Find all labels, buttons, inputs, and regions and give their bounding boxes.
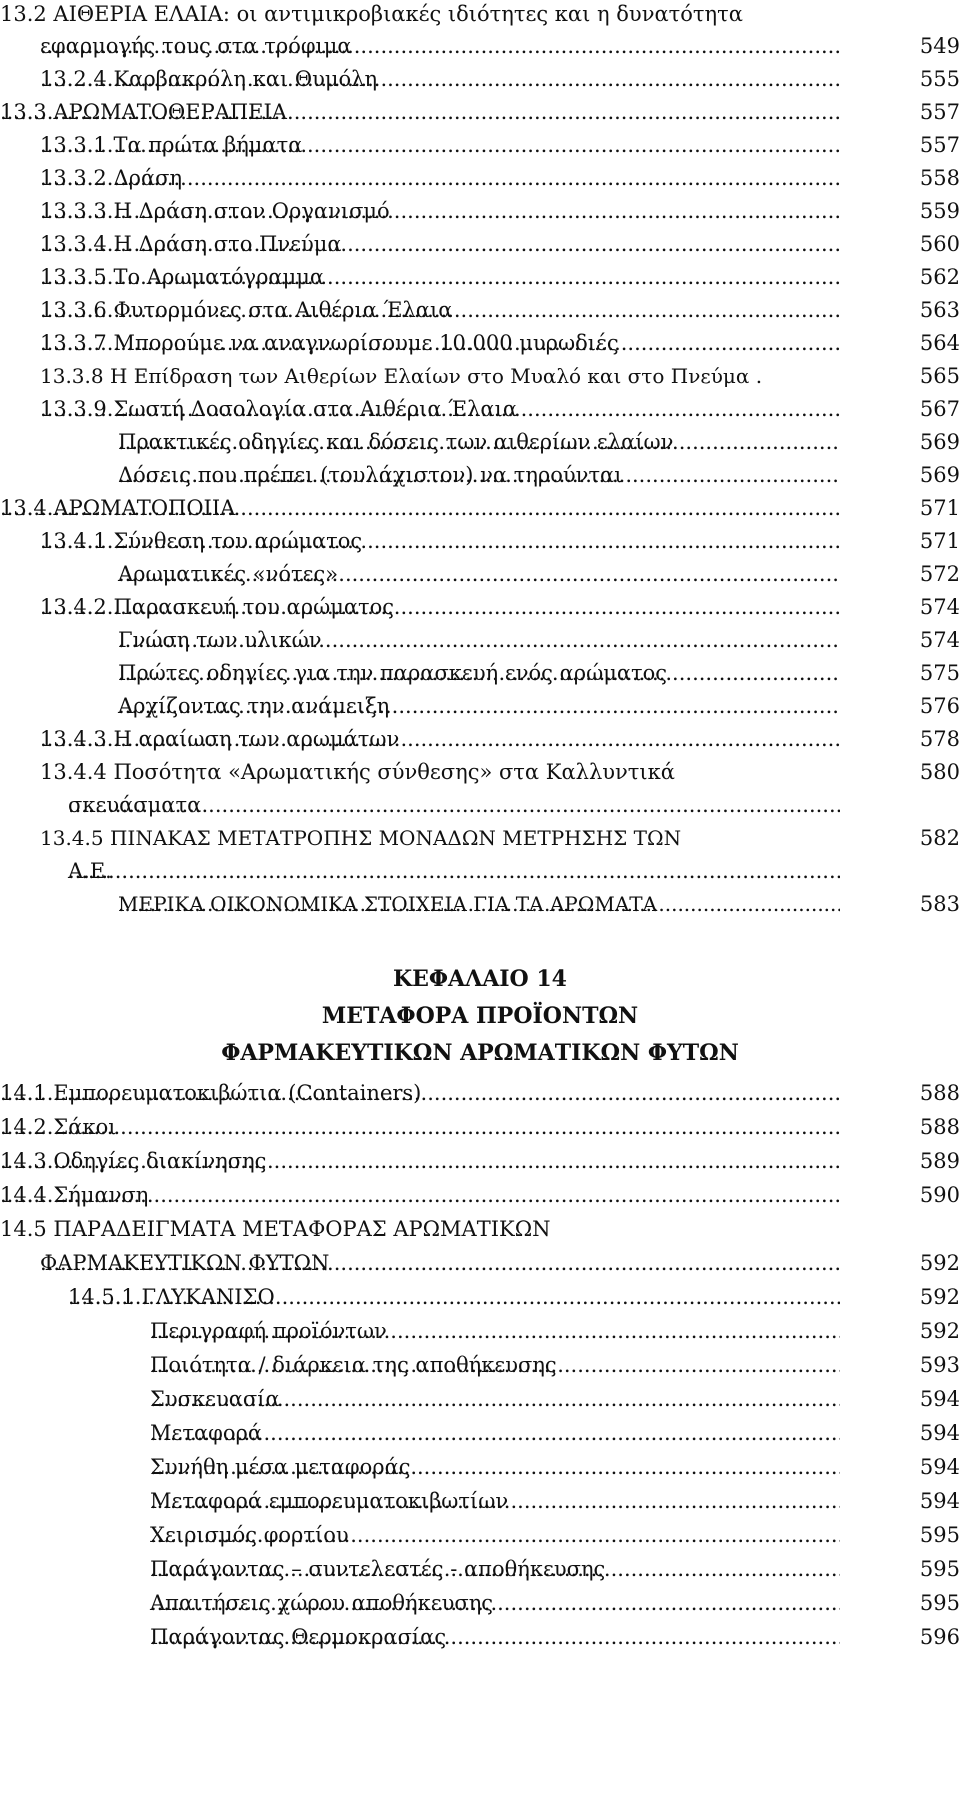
toc-entry-page: 549 <box>919 34 960 58</box>
toc-entry <box>68 857 840 885</box>
toc-entry <box>40 263 840 291</box>
toc-entry <box>118 890 840 918</box>
toc-entry-page: 565 <box>919 364 960 388</box>
toc-entry <box>40 758 840 786</box>
toc-entry-title: 14.3 Οδηγίες διακίνησης <box>0 1149 269 1173</box>
toc-entry <box>0 1215 840 1243</box>
toc-entry <box>0 98 840 126</box>
toc-entry <box>40 197 840 225</box>
toc-entry-page: 592 <box>919 1251 960 1275</box>
toc-entry-page: 569 <box>919 463 960 487</box>
toc-entry <box>150 1521 840 1549</box>
toc-entry-page: 571 <box>919 529 960 553</box>
toc-entry-title: Παράγοντας Θερμοκρασίας <box>150 1625 449 1649</box>
toc-entry <box>0 1079 840 1107</box>
toc-entry-page: 588 <box>919 1081 960 1105</box>
toc-entry-title: Δόσεις που πρέπει (τουλάχιστον) να τηρούνται <box>118 463 625 487</box>
toc-entry-title: 13.2 ΑΙΘΕΡΙΑ ΕΛΑΙΑ: οι αντιμικροβιακές ιδιότητες και η δυνατότητα <box>0 2 743 26</box>
toc-entry <box>40 824 840 852</box>
toc-entry-title: Χειρισμός φορτίου <box>150 1523 352 1547</box>
toc-entry <box>118 428 840 456</box>
toc-entry-title: 13.3.5 Το Αρωματόγραμμα <box>40 265 327 289</box>
toc-entry-page: 563 <box>919 298 960 322</box>
toc-entry-title: ΦΑΡΜΑΚΕΥΤΙΚΩΝ ΦΥΤΩΝ <box>40 1251 332 1275</box>
toc-entry-page: 594 <box>919 1489 960 1513</box>
toc-entry-title: 14.2 Σάκοι <box>0 1115 119 1139</box>
toc-entry <box>40 362 870 390</box>
toc-entry-page: 593 <box>919 1353 960 1377</box>
toc-entry-page: 576 <box>919 694 960 718</box>
toc-entry-title: 13.3 ΑΡΩΜΑΤΟΘΕΡΑΠΕΙΑ <box>0 100 290 124</box>
toc-entry-title: Μεταφορά <box>150 1421 265 1445</box>
toc-entry-title: 14.5.1 ΓΛΥΚΑΝΙΣΟ <box>68 1285 278 1309</box>
toc-entry <box>68 791 840 819</box>
toc-entry <box>40 527 840 555</box>
toc-entry-page: 564 <box>919 331 960 355</box>
toc-entry-title: 13.4 ΑΡΩΜΑΤΟΠΟΙΙΑ <box>0 496 238 520</box>
toc-entry-page: 594 <box>919 1387 960 1411</box>
toc-entry-page: 589 <box>919 1149 960 1173</box>
chapter-title-line1: ΜΕΤΑΦΟΡΑ ΠΡΟΪΟΝΤΩΝ <box>321 1003 639 1029</box>
toc-entry <box>150 1419 840 1447</box>
toc-entry-title: Ποιότητα / διάρκεια της αποθήκευσης <box>150 1353 560 1377</box>
toc-entry-title: Πρακτικές οδηγίες και δόσεις των αιθερίων ελαίων <box>118 430 676 454</box>
toc-entry <box>118 659 840 687</box>
toc-entry-page: 567 <box>919 397 960 421</box>
toc-entry <box>118 560 840 588</box>
toc-entry-page: 596 <box>919 1625 960 1649</box>
toc-entry <box>150 1623 840 1651</box>
toc-entry <box>118 692 840 720</box>
toc-entry <box>68 1283 840 1311</box>
toc-entry-page: 580 <box>919 760 960 784</box>
toc-entry-page: 555 <box>919 67 960 91</box>
toc-entry <box>40 725 840 753</box>
toc-entry-title: 13.3.7 Μπορούμε να αναγνωρίσουμε 10.000 μυρωδιές <box>40 331 622 355</box>
toc-entry-title: 13.4.3 Η αραίωση των αρωμάτων <box>40 727 402 751</box>
toc-entry-page: 574 <box>919 595 960 619</box>
toc-entry-page: 582 <box>919 826 960 850</box>
toc-entry-page: 574 <box>919 628 960 652</box>
toc-entry-title: 13.4.1 Σύνθεση του αρώματος <box>40 529 365 553</box>
toc-entry <box>40 32 840 60</box>
toc-entry-title: Γνώση των υλικών <box>118 628 325 652</box>
toc-entry <box>0 494 840 522</box>
toc-entry-title: Απαιτήσεις χώρου αποθήκευσης <box>150 1591 496 1615</box>
toc-entry-page: 595 <box>919 1591 960 1615</box>
toc-entry-page: 575 <box>919 661 960 685</box>
toc-entry <box>150 1317 840 1345</box>
toc-entry-page: 569 <box>919 430 960 454</box>
toc-entry-title: 13.4.4 Ποσότητα «Αρωματικής σύνθεσης» στα Καλλυντικά <box>40 760 675 784</box>
toc-entry-page: 559 <box>919 199 960 223</box>
toc-entry-page: 572 <box>919 562 960 586</box>
toc-entry-title: 13.3.1 Τα πρώτα βήματα <box>40 133 305 157</box>
toc-entry-title: Α.Ε. <box>68 859 115 883</box>
toc-entry-title: 14.4 Σήμανση <box>0 1183 151 1207</box>
toc-entry-title: Παράγοντας – συντελεστές - αποθήκευσης <box>150 1557 608 1581</box>
toc-entry-page: 578 <box>919 727 960 751</box>
toc-entry-title: 13.3.2 Δράση <box>40 166 185 190</box>
toc-entry-page: 562 <box>919 265 960 289</box>
toc-entry-title: 13.3.3 Η Δράση στον Οργανισμό <box>40 199 393 223</box>
toc-entry-page: 594 <box>919 1421 960 1445</box>
toc-entry-title: 14.5 ΠΑΡΑΔΕΙΓΜΑΤΑ ΜΕΤΑΦΟΡΑΣ ΑΡΩΜΑΤΙΚΩΝ <box>0 1217 551 1241</box>
toc-entry-title: Πρώτες οδηγίες για την παρασκευή ενός αρώματος <box>118 661 670 685</box>
toc-entry-title: 13.4.2 Παρασκευή του αρώματος <box>40 595 397 619</box>
toc-entry <box>118 461 840 489</box>
toc-entry-page: 590 <box>919 1183 960 1207</box>
toc-entry <box>40 230 840 258</box>
toc-entry-title: Συσκευασία <box>150 1387 283 1411</box>
toc-entry-page: 588 <box>919 1115 960 1139</box>
toc-entry <box>118 626 840 654</box>
toc-entry <box>40 296 840 324</box>
toc-entry-page: 557 <box>919 133 960 157</box>
toc-entry <box>150 1555 840 1583</box>
toc-entry <box>40 131 840 159</box>
toc-entry <box>150 1351 840 1379</box>
toc-entry-page: 595 <box>919 1523 960 1547</box>
toc-entry-title: Αρχίζοντας την ανάμειξη <box>118 694 392 718</box>
toc-entry-title: 14.1 Εμπορευματοκιβώτια (Containers) <box>0 1081 424 1105</box>
toc-entry-title: Μεταφορά εμπορευματοκιβωτίων <box>150 1489 511 1513</box>
toc-entry <box>150 1453 840 1481</box>
toc-entry-page: 592 <box>919 1319 960 1343</box>
toc-entry-title: 13.3.6 Φυτορμόνες στα Αιθέρια Έλαια <box>40 298 455 322</box>
toc-entry-page: 571 <box>919 496 960 520</box>
toc-entry-title: ΜΕΡΙΚΑ ΟΙΚΟΝΟΜΙΚΑ ΣΤΟΙΧΕΙΑ ΓΙΑ ΤΑ ΑΡΩΜΑΤΑ <box>118 892 660 916</box>
toc-entry <box>40 593 840 621</box>
toc-entry-page: 592 <box>919 1285 960 1309</box>
toc-entry-page: 594 <box>919 1455 960 1479</box>
toc-entry <box>40 1249 840 1277</box>
toc-entry <box>0 0 900 28</box>
toc-entry <box>0 1181 840 1209</box>
toc-entry-title: 13.3.4 Η Δράση στο Πνεύμα <box>40 232 345 256</box>
toc-entry-title: Περιγραφή προϊόντων <box>150 1319 390 1343</box>
toc-entry-title: εφαρμογής τους στα τρόφιμα <box>40 34 355 58</box>
toc-entry <box>40 164 840 192</box>
toc-entry <box>40 329 840 357</box>
chapter-title-line2: ΦΑΡΜΑΚΕΥΤΙΚΩΝ ΑΡΩΜΑΤΙΚΩΝ ΦΥΤΩΝ <box>221 1040 739 1066</box>
toc-entry-title: σκευάσματα <box>68 793 204 817</box>
toc-entry-page: 560 <box>919 232 960 256</box>
toc-entry-title: Συνήθη μέσα μεταφοράς <box>150 1455 414 1479</box>
toc-entry <box>40 65 840 93</box>
toc-entry-title: 13.2.4 Καρβακρόλη και Θυμόλη <box>40 67 380 91</box>
toc-entry-page: 558 <box>919 166 960 190</box>
toc-entry <box>0 1113 840 1141</box>
toc-entry-title: 13.3.8 Η Επίδραση των Αιθερίων Ελαίων στο Μυαλό και στο Πνεύμα . <box>40 364 763 388</box>
toc-entry-title: Αρωματικές «νότες» <box>118 562 341 586</box>
toc-entry-page: 595 <box>919 1557 960 1581</box>
toc-entry <box>0 1147 840 1175</box>
toc-entry-title: 13.4.5 ΠΙΝΑΚΑΣ ΜΕΤΑΤΡΟΠΗΣ ΜΟΝΑΔΩΝ ΜΕΤΡΗΣΗΣ ΤΩΝ <box>40 826 682 850</box>
toc-entry-title: 13.3.9 Σωστή Δοσολογία στα Αιθέρια Έλαια <box>40 397 520 421</box>
toc-entry-page: 583 <box>919 892 960 916</box>
toc-entry <box>150 1385 840 1413</box>
toc-entry-page: 557 <box>919 100 960 124</box>
toc-entry <box>40 395 840 423</box>
chapter-number: ΚΕΦΑΛΑΙΟ 14 <box>393 966 567 992</box>
toc-entry <box>150 1487 840 1515</box>
toc-entry <box>150 1589 840 1617</box>
